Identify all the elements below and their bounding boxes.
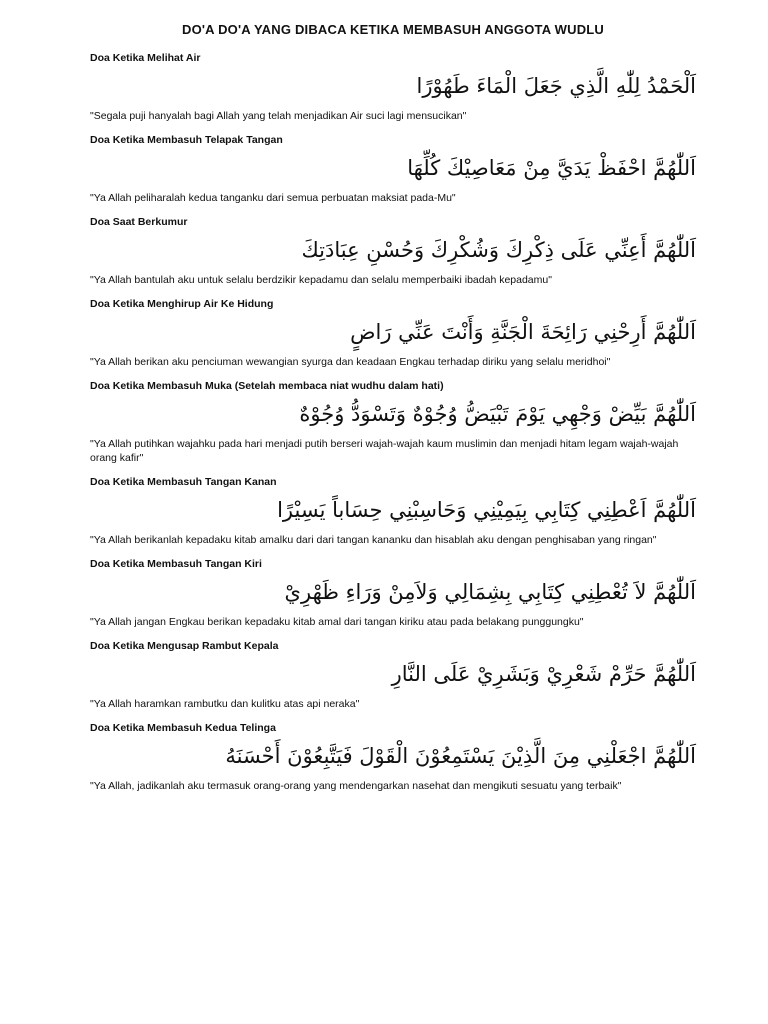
section-heading: Doa Saat Berkumur [90, 216, 188, 228]
arabic-prayer-text: اَللّٰهُمَّ احْفَظْ يَدَيَّ مِنْ مَعَاصِيْكَ كُلِّهَا [407, 156, 696, 180]
section-heading: Doa Ketika Mengusap Rambut Kepala [90, 640, 279, 652]
translation-text: "Ya Allah peliharalah kedua tanganku dari semua perbuatan maksiat pada-Mu" [90, 192, 456, 204]
section-heading: Doa Ketika Membasuh Tangan Kiri [90, 558, 262, 570]
arabic-prayer-text: اَللّٰهُمَّ أَعِنِّي عَلَى ذِكْرِكَ وَشُكْرِكَ وَحُسْنِ عِبَادَتِكَ [301, 238, 696, 262]
translation-text: "Ya Allah berikan aku penciuman wewangian syurga dan keadaan Engkau terhadap diriku yang selalu meridhoi" [90, 356, 611, 368]
section-heading: Doa Ketika Menghirup Air Ke Hidung [90, 298, 274, 310]
section-heading: Doa Ketika Melihat Air [90, 52, 201, 64]
doa-section-berkumur [90, 215, 696, 287]
translation-text: "Ya Allah putihkan wajahku pada hari menjadi putih berseri wajah-wajah kaum muslimin dan menjadi hitam legam wajah-wajah orang kafir" [90, 438, 679, 464]
translation-text: "Ya Allah haramkan rambutku dan kulitku atas api neraka" [90, 698, 360, 710]
section-heading: Doa Ketika Membasuh Tangan Kanan [90, 476, 277, 488]
doa-section-melihat-air [90, 51, 696, 123]
section-heading: Doa Ketika Membasuh Telapak Tangan [90, 134, 283, 146]
document-title: DO'A DO'A YANG DIBACA KETIKA MEMBASUH ANGGOTA WUDLU [181, 22, 605, 37]
arabic-prayer-text: اَللّٰهُمَّ أَرِحْنِي رَائِحَةَ الْجَنَّةِ وَأَنْتَ عَنِّي رَاضٍ [350, 320, 696, 344]
arabic-prayer-text: اَللّٰهُمَّ اجْعَلْنِي مِنَ الَّذِيْنَ يَسْتَمِعُوْنَ الْقَوْلَ فَيَتَّبِعُوْنَ أَحْسَنَهُ [225, 744, 696, 768]
doa-section-telapak-tangan [90, 133, 696, 205]
doa-section-telinga [90, 721, 696, 793]
section-heading: Doa Ketika Membasuh Kedua Telinga [90, 722, 276, 734]
arabic-prayer-text: اَلْحَمْدُ لِلّٰهِ الَّذِي جَعَلَ الْمَاءَ طَهُوْرًا [416, 74, 696, 98]
translation-text: "Ya Allah, jadikanlah aku termasuk orang-orang yang mendengarkan nasehat dan mengikuti sesuatu yang terbaik" [90, 780, 622, 792]
translation-text: "Ya Allah bantulah aku untuk selalu berdzikir kepadamu dan selalu memperbaiki ibadah kepadamu" [90, 274, 552, 286]
doa-section-hidung [90, 297, 696, 369]
translation-text: "Ya Allah berikanlah kepadaku kitab amalku dari dari tangan kananku dan hisablah aku dengan penghisaban yang ringan" [90, 534, 657, 546]
doa-section-muka [90, 379, 696, 465]
arabic-prayer-text: اَللّٰهُمَّ لاَ تُعْطِنِي كِتَابِي بِشِمَالِي وَلاَمِنْ وَرَاءِ ظَهْرِيْ [284, 580, 696, 604]
arabic-prayer-text: اَللّٰهُمَّ اَعْطِنِي كِتَابِي بِيَمِيْنِي وَحَاسِبْنِي حِسَاباً يَسِيْرًا [277, 498, 696, 522]
section-heading: Doa Ketika Membasuh Muka (Setelah membaca niat wudhu dalam hati) [90, 380, 444, 392]
doa-section-rambut-kepala [90, 639, 696, 711]
translation-text: "Segala puji hanyalah bagi Allah yang telah menjadikan Air suci lagi mensucikan" [90, 110, 467, 122]
translation-text: "Ya Allah jangan Engkau berikan kepadaku kitab amal dari tangan kiriku atau pada belakang punggungku" [90, 616, 584, 628]
arabic-prayer-text: اَللّٰهُمَّ بَيِّضْ وَجْهِي يَوْمَ تَبْيَضُّ وُجُوْهٌ وَتَسْوَدُّ وُجُوْهٌ [299, 402, 696, 426]
arabic-prayer-text: اَللّٰهُمَّ حَرِّمْ شَعْرِيْ وَبَشَرِيْ عَلَى النَّارِ [391, 662, 696, 686]
doa-section-tangan-kiri [90, 557, 696, 629]
doa-section-tangan-kanan [90, 475, 696, 547]
